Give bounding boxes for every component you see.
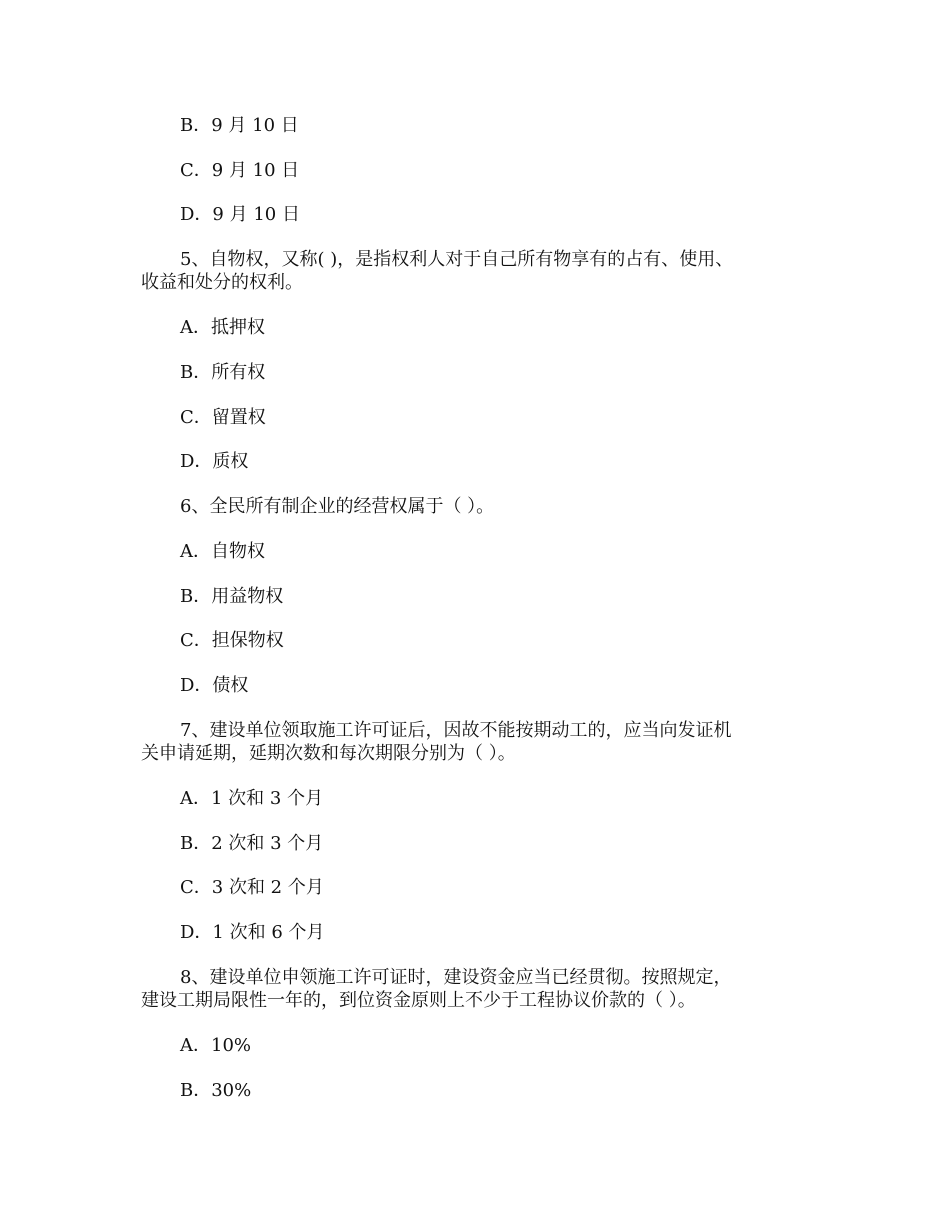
option-line: B．30%: [180, 1080, 252, 1101]
option-line: C．9 月 10 日: [180, 160, 300, 181]
option-line: D．债权: [180, 675, 249, 696]
option-line: B．9 月 10 日: [180, 115, 299, 136]
option-line: C．担保物权: [180, 630, 284, 651]
question-line: 关申请延期，延期次数和每次期限分别为（ ）。: [141, 743, 516, 764]
question-line: 建设工期局限性一年的，到位资金原则上不少于工程协议价款的（ ）。: [141, 990, 696, 1011]
option-line: A．1 次和 3 个月: [180, 788, 324, 809]
question-line: 5、自物权，又称( )，是指权利人对于自己所有物享有的占有、使用、: [180, 249, 734, 270]
option-line: C．留置权: [180, 407, 266, 428]
question-line: 收益和处分的权利。: [141, 272, 303, 293]
option-line: A．自物权: [180, 541, 265, 562]
option-line: B．2 次和 3 个月: [180, 833, 324, 854]
option-line: B．用益物权: [180, 586, 284, 607]
option-line: C．3 次和 2 个月: [180, 877, 324, 898]
question-line: 7、建设单位领取施工许可证后，因故不能按期动工的，应当向发证机: [180, 720, 732, 741]
option-line: D．9 月 10 日: [180, 204, 300, 225]
option-line: D．质权: [180, 451, 249, 472]
option-line: B．所有权: [180, 362, 266, 383]
option-line: A．10%: [180, 1035, 252, 1056]
question-line: 8、建设单位申领施工许可证时，建设资金应当已经贯彻。按照规定，: [180, 967, 732, 988]
option-line: A．抵押权: [180, 317, 265, 338]
option-line: D．1 次和 6 个月: [180, 922, 325, 943]
question-line: 6、全民所有制企业的经营权属于（ ）。: [180, 496, 495, 517]
